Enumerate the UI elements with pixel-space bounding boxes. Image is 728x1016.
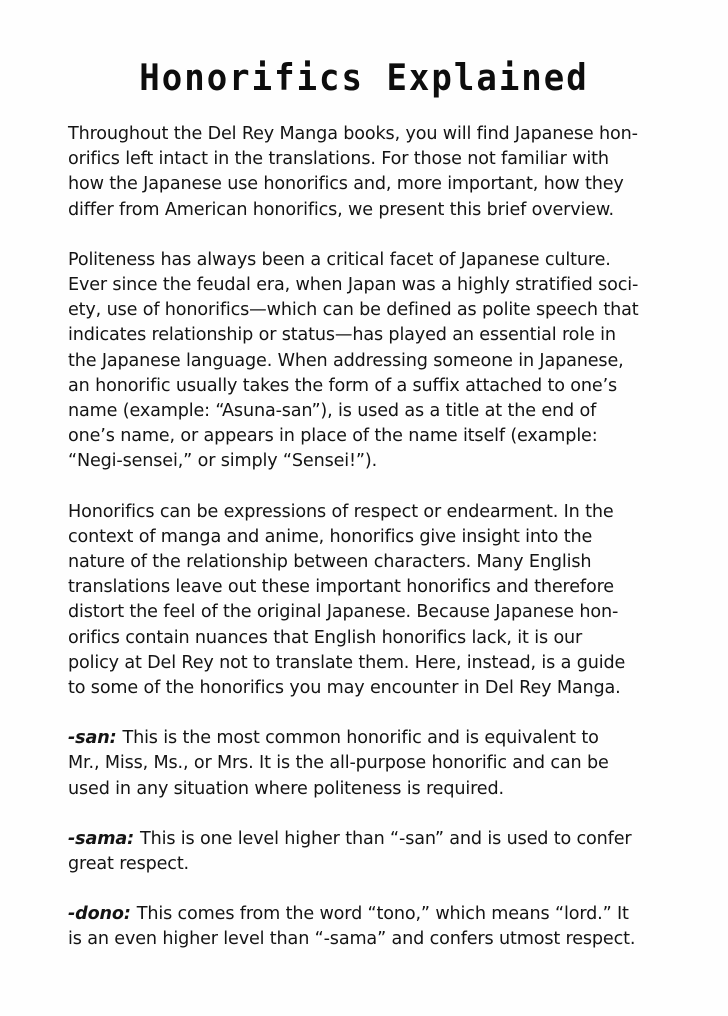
text-line: to some of the honorifics you may encounter in Del Rey Manga. xyxy=(68,678,621,699)
politeness-paragraph xyxy=(68,248,668,475)
page-title: Honorifics Explained xyxy=(139,56,589,100)
text-line: translations leave out these important honorifics and therefore xyxy=(68,577,614,598)
text-line: policy at Del Rey not to translate them. Here, instead, is a guide xyxy=(68,652,626,673)
text-line: Mr., Miss, Ms., or Mrs. It is the all-purpose honorific and can be xyxy=(68,753,609,774)
honorific-entry-dono xyxy=(68,902,668,952)
text-line: ety, use of honorifics—which can be defined as polite speech that xyxy=(68,300,639,321)
text-line: used in any situation where politeness is required. xyxy=(68,778,504,799)
body-text xyxy=(68,122,668,978)
text-line: name (example: “Asuna-san”), is used as a title at the end of xyxy=(68,401,597,422)
text-line: orifics left intact in the translations. For those not familiar with xyxy=(68,149,609,170)
honorific-term: -san: xyxy=(68,728,117,749)
text-line: nature of the relationship between characters. Many English xyxy=(68,552,592,573)
text-line: This comes from the word “tono,” which means “lord.” It xyxy=(136,904,629,925)
text-line: an honorific usually takes the form of a suffix attached to one’s xyxy=(68,375,618,396)
text-line: context of manga and anime, honorifics give insight into the xyxy=(68,526,593,547)
honorific-entry-san xyxy=(68,726,668,802)
text-line: Ever since the feudal era, when Japan was a highly stratified soci- xyxy=(68,275,639,296)
text-line: Politeness has always been a critical facet of Japanese culture. xyxy=(68,249,611,270)
text-line: This is one level higher than “-san” and is used to confer xyxy=(140,828,632,849)
text-line: the Japanese language. When addressing someone in Japanese, xyxy=(68,350,624,371)
text-line: Throughout the Del Rey Manga books, you will find Japanese hon- xyxy=(68,124,638,144)
text-line: indicates relationship or status—has played an essential role in xyxy=(68,325,616,346)
text-line: great respect. xyxy=(68,854,190,875)
text-line: Honorifics can be expressions of respect or endearment. In the xyxy=(68,501,614,522)
text-line: distort the feel of the original Japanese. Because Japanese hon- xyxy=(68,602,619,623)
text-line: one’s name, or appears in place of the name itself (example: xyxy=(68,426,598,447)
text-line: is an even higher level than “-sama” and confers utmost respect. xyxy=(68,929,636,950)
honorific-term: -dono: xyxy=(68,904,131,925)
text-line: This is the most common honorific and is equivalent to xyxy=(122,728,599,749)
intro-paragraph xyxy=(68,122,668,223)
text-line: how the Japanese use honorifics and, more important, how they xyxy=(68,174,624,195)
honorific-term: -sama: xyxy=(68,828,134,849)
honorific-entry-sama xyxy=(68,827,668,877)
respect-paragraph xyxy=(68,500,668,702)
text-line: differ from American honorifics, we present this brief overview. xyxy=(68,199,615,220)
text-line: “Negi-sensei,” or simply “Sensei!”). xyxy=(68,451,378,472)
text-line: orifics contain nuances that English honorifics lack, it is our xyxy=(68,627,583,648)
